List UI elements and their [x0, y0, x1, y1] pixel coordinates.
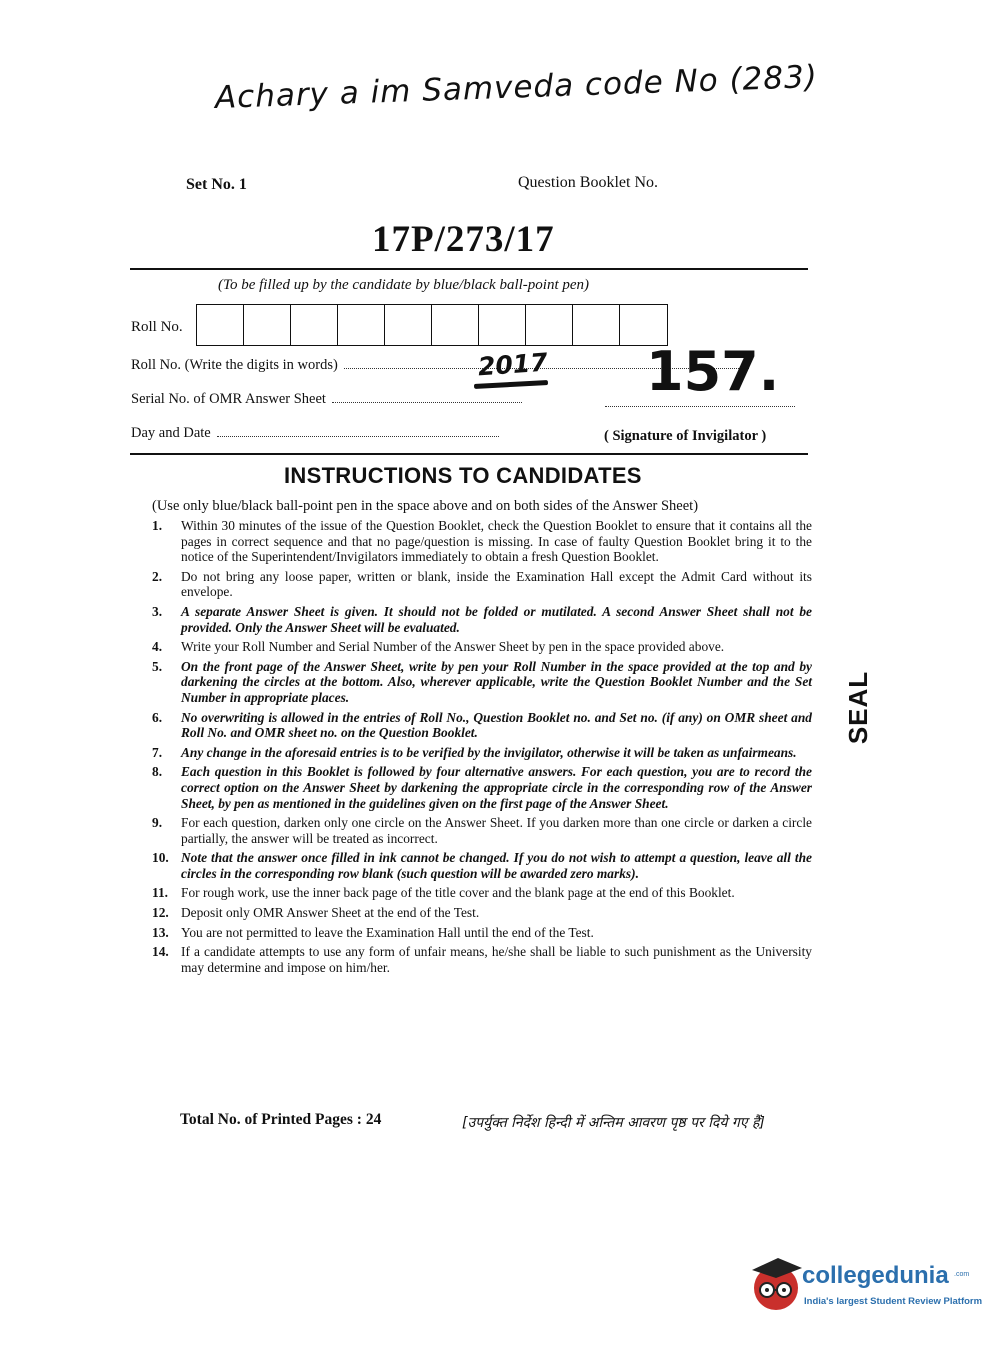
- signature-label: ( Signature of Invigilator ): [604, 428, 767, 444]
- instruction-item: 5. On the front page of the Answer Sheet, write by pen your Roll Number in the space provided at the top and by darkening the circles at the bottom. Also, wherever applicable, write the Question Booklet Number and the Set Number in appropriate places.: [152, 658, 812, 705]
- instruction-item: 7. Any change in the aforesaid entries is to be verified by the invigilator, otherwise it will be taken as unfairmeans.: [152, 744, 797, 760]
- instruction-item: 9. For each question, darken only one circle on the Answer Sheet. If you darken more than one circle or darken a circle partially, the answer will be treated as incorrect.: [152, 815, 812, 846]
- handwritten-title: Achary a im Samveda code No (283): [214, 58, 819, 116]
- day-date-field[interactable]: [131, 425, 499, 442]
- instruction-item: 12. Deposit only OMR Answer Sheet at the end of the Test.: [152, 905, 480, 921]
- instruction-item: 13. You are not permitted to leave the Examination Hall until the end of the Test.: [152, 924, 594, 940]
- roll-no-label: Roll No.: [131, 319, 183, 335]
- watermark-name: collegedunia: [802, 1262, 949, 1289]
- serial-omr-line[interactable]: [332, 402, 522, 403]
- roll-digit-box[interactable]: [432, 305, 479, 345]
- roll-digit-box[interactable]: [338, 305, 385, 345]
- serial-omr-field[interactable]: [131, 391, 522, 408]
- total-printed-pages: Total No. of Printed Pages : 24: [180, 1111, 382, 1128]
- roll-no-words-label: Roll No. (Write the digits in words): [131, 357, 338, 373]
- roll-digit-box[interactable]: [526, 305, 573, 345]
- instruction-item: 6. No overwriting is allowed in the entries of Roll No., Question Booklet no. and Set no. (if any) on OMR sheet and Roll No. and OMR sheet no. on the Question Booklet.: [152, 709, 812, 741]
- watermark-tagline: India's largest Student Review Platform: [804, 1296, 983, 1307]
- instruction-item: 4. Write your Roll Number and Serial Number of the Answer Sheet by pen in the space provided above.: [152, 639, 725, 655]
- booklet-number: 17P/273/17: [372, 219, 555, 260]
- hindi-instructions-note: [उपर्युक्त निर्देश हिन्दी में अन्तिम आवरण पृष्ठ पर दिये गए हैं]: [462, 1115, 765, 1131]
- instruction-item: 10. Note that the answer once filled in ink cannot be changed. If you do not wish to attempt a question, leave all the circles in the corresponding row blank (such question will be awarded zero marks).: [152, 850, 812, 881]
- handwritten-underline: [474, 380, 548, 389]
- roll-digit-box[interactable]: [385, 305, 432, 345]
- signature-line[interactable]: [605, 406, 795, 407]
- day-date-label: Day and Date: [131, 425, 211, 441]
- day-date-line[interactable]: [217, 436, 499, 437]
- top-rule: [130, 268, 808, 270]
- fill-instruction-note: (To be filled up by the candidate by blue/black ball-point pen): [218, 277, 590, 293]
- question-booklet-label: Question Booklet No.: [518, 174, 658, 191]
- instruction-item: 3. A separate Answer Sheet is given. It should not be folded or mutilated. A second Answer Sheet shall not be provided. Only the Answer Sheet will be evaluated.: [152, 603, 812, 635]
- instructions-heading: INSTRUCTIONS TO CANDIDATES: [284, 463, 642, 488]
- roll-digit-box[interactable]: [479, 305, 526, 345]
- roll-digit-box[interactable]: [620, 305, 667, 345]
- bottom-rule: [130, 453, 808, 455]
- instruction-item: 1. Within 30 minutes of the issue of the Question Booklet, check the Question Booklet to ensure that it contains all the pages in correct sequence and that no page/question is missing. In case of faulty Question Booklet bring it to the notice of the Superintendent/Invigilators immediately to obtain a fresh Question Booklet.: [152, 518, 812, 565]
- set-number: Set No. 1: [186, 176, 247, 193]
- handwritten-number: 157.: [646, 340, 780, 403]
- roll-digit-box[interactable]: [291, 305, 338, 345]
- roll-no-boxes[interactable]: [196, 304, 668, 346]
- instruction-item: 8. Each question in this Booklet is followed by four alternative answers. For each question, you are to record the correct option on the Answer Sheet by darkening the appropriate circle in the corresponding row of the Answer Sheet, by pen as mentioned in the guidelines given on the first page of the Answer Sheet.: [152, 764, 812, 811]
- roll-digit-box[interactable]: [573, 305, 620, 345]
- roll-digit-box[interactable]: [197, 305, 244, 345]
- instruction-item: 11. For rough work, use the inner back page of the title cover and the blank page at the end of this Booklet.: [152, 885, 735, 901]
- instruction-item: 2. Do not bring any loose paper, written or blank, inside the Examination Hall except the Admit Card without its envelope.: [152, 568, 812, 600]
- roll-digit-box[interactable]: [244, 305, 291, 345]
- handwritten-roll-words: 2017: [477, 347, 549, 382]
- instructions-list: [152, 518, 812, 979]
- instructions-note: (Use only blue/black ball-point pen in the space above and on both sides of the Answer Sheet): [152, 498, 699, 514]
- watermark-suffix: .com: [954, 1271, 970, 1278]
- instruction-item: 14. If a candidate attempts to use any form of unfair means, he/she shall be liable to such punishment as the University may determine and impose on him/her.: [152, 944, 812, 975]
- serial-omr-label: Serial No. of OMR Answer Sheet: [131, 391, 326, 407]
- seal-label: SEAL: [843, 670, 874, 745]
